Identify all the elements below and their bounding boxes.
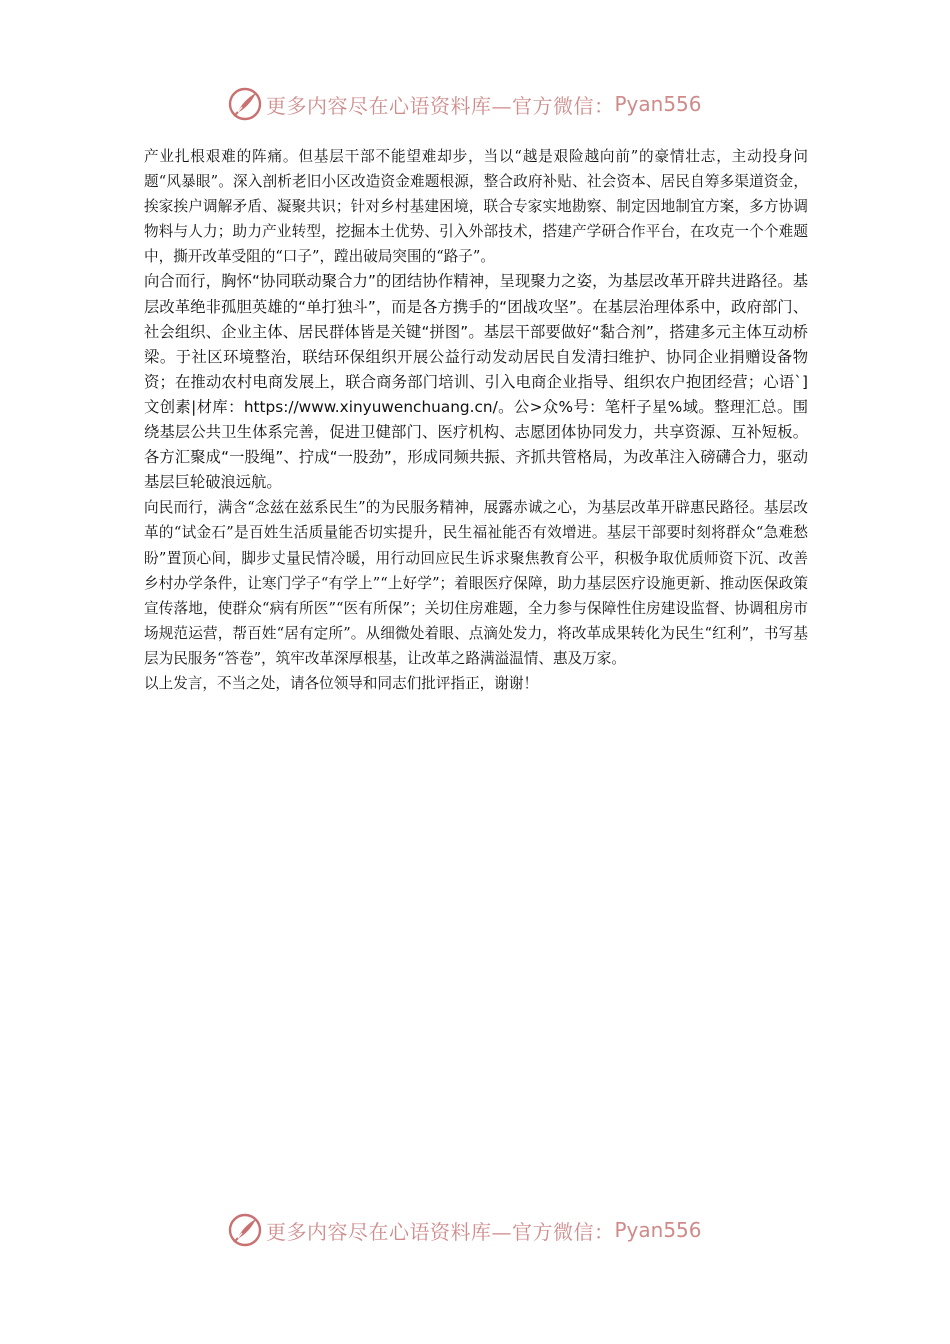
paragraph: 向民而行，满含“念兹在兹系民生”的为民服务精神，展露赤诚之心，为基层改革开辟惠民路径。基层改革的“试金石”是百姓生活质量能否切实提升，民生福祉能否有效增进。基层干部要时刻将群众“急难愁盼”置顶心间，脚步丈量民情冷暖，用行动回应民生诉求聚焦教育公平，积极争取优质师资下沉、改善乡村办学条件，让寒门学子“有学上”“上好学”；着眼医疗保障，助力基层医疗设施更新、推动医保政策宣传落地，使群众“病有所医”“医有所保”；关切住房难题，全力参与保障性住房建设监督、协调租房市场规范运营，帮百姓“居有定所”。从细微处着眼、点滴处发力，将改革成果转化为民生“红利”，书写基层为民服务“答卷”，筑牢改革深厚根基，让改革之路满溢温情、惠及万家。 — [144, 499, 808, 667]
quill-pen-logo-icon — [228, 87, 262, 121]
header-banner — [228, 84, 748, 124]
paragraph: 产业扎根艰难的阵痛。但基层干部不能望难却步，当以“越是艰险越向前”的豪情壮志，主动投身问题“风暴眼”。深入剖析老旧小区改造资金难题根源，整合政府补贴、社会资本、居民自筹多渠道资金，挨家挨户调解矛盾、凝聚共识；针对乡村基建困境，联合专家实地勘察、制定因地制宜方案，多方协调物料与人力；助力产业转型，挖掘本土优势、引入外部技术，搭建产学研合作平台，在攻克一个个难题中，撕开改革受阻的“口子”，蹚出破局突围的“路子”。 — [144, 148, 808, 266]
quill-pen-logo-icon — [228, 1213, 262, 1247]
footer-banner — [228, 1210, 748, 1250]
banner-text: 更多内容尽在心语资料库—官方微信： — [266, 1219, 615, 1244]
banner-wechat-id: Pyan556 — [614, 92, 702, 116]
document-body — [144, 144, 808, 696]
banner-text: 更多内容尽在心语资料库—官方微信： — [266, 93, 615, 118]
banner-wechat-id: Pyan556 — [614, 1218, 702, 1242]
paragraph: 以上发言，不当之处，请各位领导和同志们批评指正，谢谢！ — [144, 674, 539, 692]
paragraph: 向合而行，胸怀“协同联动聚合力”的团结协作精神，呈现聚力之姿，为基层改革开辟共进路径。基层改革绝非孤胆英雄的“单打独斗”，而是各方携手的“团战攻坚”。在基层治理体系中，政府部门、社会组织、企业主体、居民群体皆是关键“拼图”。基层干部要做好“黏合剂”，搭建多元主体互动桥梁。于社区环境整治，联结环保组织开展公益行动发动居民自发清扫维护、协同企业捐赠设备物资；在推动农村电商发展上，联合商务部门培训、引入电商企业指导、组织农户抱团经营；心语`]文创素|材库：https://www.xinyuwenchuang.cn/。公>众%号：笔杆子星%域。整理汇总。围绕基层公共卫生体系完善，促进卫健部门、医疗机构、志愿团体协同发力，共享资源、互补短板。各方汇聚成“一股绳”、拧成“一股劲”，形成同频共振、齐抓共管格局，为改革注入磅礴合力，驱动基层巨轮破浪远航。 — [144, 272, 808, 492]
